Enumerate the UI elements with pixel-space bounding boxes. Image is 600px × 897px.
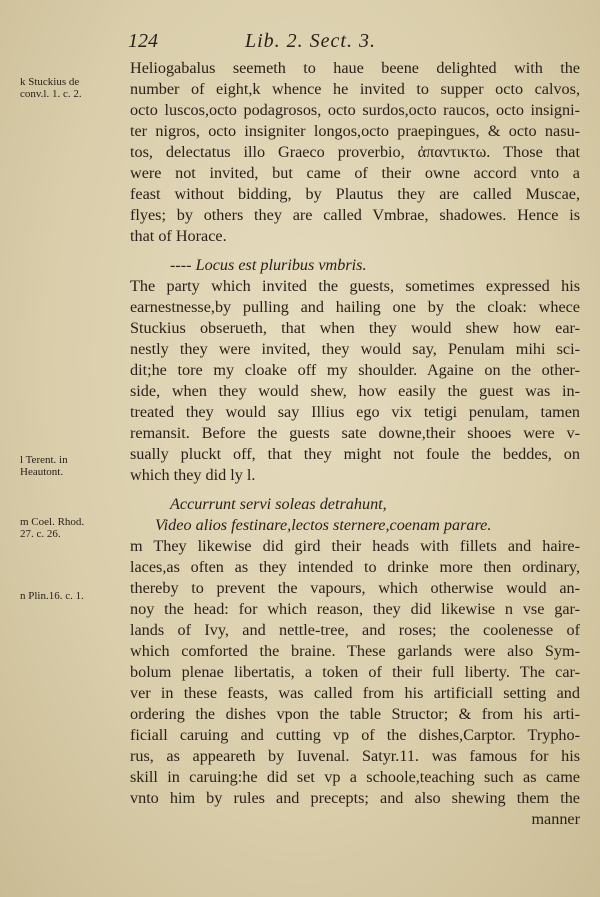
body-text xyxy=(130,58,580,830)
text-line: ficiall caruing and cutting vp of the dishes,Carptor. Trypho- xyxy=(130,726,580,744)
running-head: Lib. 2. Sect. 3. xyxy=(245,30,376,52)
text-line: m They likewise did gird their heads with fillets and haire- xyxy=(130,537,580,555)
text-line: ordering the dishes vpon the table Structor; & from his arti- xyxy=(130,705,580,723)
margin-note-line: conv.l. 1. c. 2. xyxy=(20,88,82,100)
text-line: number of eight,k whence he invited to supper octo calvos, xyxy=(130,80,580,98)
text-line: The party which invited the guests, sometimes expressed his xyxy=(130,277,580,295)
text-line: flyes; by others they are called Vmbrae, shadowes. Hence is xyxy=(130,206,580,224)
text-line: nestly they were invited, they would say, Penulam mihi sci- xyxy=(130,340,580,358)
text-line: that of Horace. xyxy=(130,227,227,245)
margin-note-line: 27. c. 26. xyxy=(20,528,61,540)
text-line: rus, as appeareth by Iuvenal. Satyr.11. was famous for his xyxy=(130,747,580,765)
margin-note-line: l Terent. in xyxy=(20,454,68,466)
margin-note-line: m Coel. Rhod. xyxy=(20,516,85,528)
margin-note-line: k Stuckius de xyxy=(20,76,80,88)
verse-line: Video alios festinare,lectos sternere,coenam parare. xyxy=(155,516,492,534)
text-line: ver in these feasts, was called from his artificiall setting and xyxy=(130,684,580,702)
text-line: were not invited, but came of their owne accord vnto a xyxy=(130,164,580,182)
text-line: skill in caruing:he did set vp a schoole,teaching such as came xyxy=(130,768,580,786)
text-line: side, when they would shew, how easily the guest was in- xyxy=(130,382,580,400)
text-line: earnestnesse,by pulling and hailing one by the cloak: whece xyxy=(130,298,580,316)
text-line: Stuckius obserueth, that when they would shew how ear- xyxy=(130,319,580,337)
text-line: octo luscos,octo podagrosos, octo surdos,octo raucos, octo insigni- xyxy=(130,101,580,119)
margin-note-line: n Plin.16. c. 1. xyxy=(20,590,84,602)
text-line: noy the head: for which reason, they did likewise n vse gar- xyxy=(130,600,580,618)
text-line: bolum plenae libertatis, a token of their full liberty. The car- xyxy=(130,663,580,681)
text-line: treated they would say Illius ego vix tetigi penulam, tamen xyxy=(130,403,580,421)
margin-note-terent xyxy=(20,454,128,478)
margin-note-line: Heautont. xyxy=(20,466,64,478)
text-line: laces,as often as they intended to drinke more then ordinary, xyxy=(130,558,580,576)
text-line: feast without bidding, by Plautus they are called Muscae, xyxy=(130,185,580,203)
text-line: which they did ly l. xyxy=(130,466,256,484)
text-line: sually pluckt off, that they might not foule the beddes, on xyxy=(130,445,580,463)
text-line: thereby to prevent the vapours, which otherwise would an- xyxy=(130,579,580,597)
verse-line: ---- Locus est pluribus vmbris. xyxy=(170,256,367,274)
text-line: tos, delectatus illo Graeco proverbio, ἀπαντικτω. Those that xyxy=(130,143,580,161)
text-line: which comforted the braine. These garlands were also Sym- xyxy=(130,642,580,660)
verse-line: Accurrunt servi soleas detrahunt, xyxy=(170,495,387,513)
catchword: manner xyxy=(531,810,580,828)
page-number: 124 xyxy=(128,30,158,52)
text-line: remansit. Before the guests sate downe,their shooes were v- xyxy=(130,424,580,442)
text-line: vnto him by rules and precepts; and also shewing them the xyxy=(130,789,580,807)
page-header xyxy=(0,30,600,54)
margin-note-coel-rhod xyxy=(20,516,128,540)
text-line: lands of Ivy, and nettle-tree, and roses; the coolenesse of xyxy=(130,621,580,639)
margin-note-plin xyxy=(20,590,128,602)
margin-note-stuckius xyxy=(20,76,128,100)
text-line: Heliogabalus seemeth to haue beene delighted with the xyxy=(130,59,580,77)
text-line: ter nigros, octo insigniter longos,octo praepingues, & octo nasu- xyxy=(130,122,580,140)
text-line: dit;he tore my cloake off my shoulder. Againe on the other- xyxy=(130,361,580,379)
